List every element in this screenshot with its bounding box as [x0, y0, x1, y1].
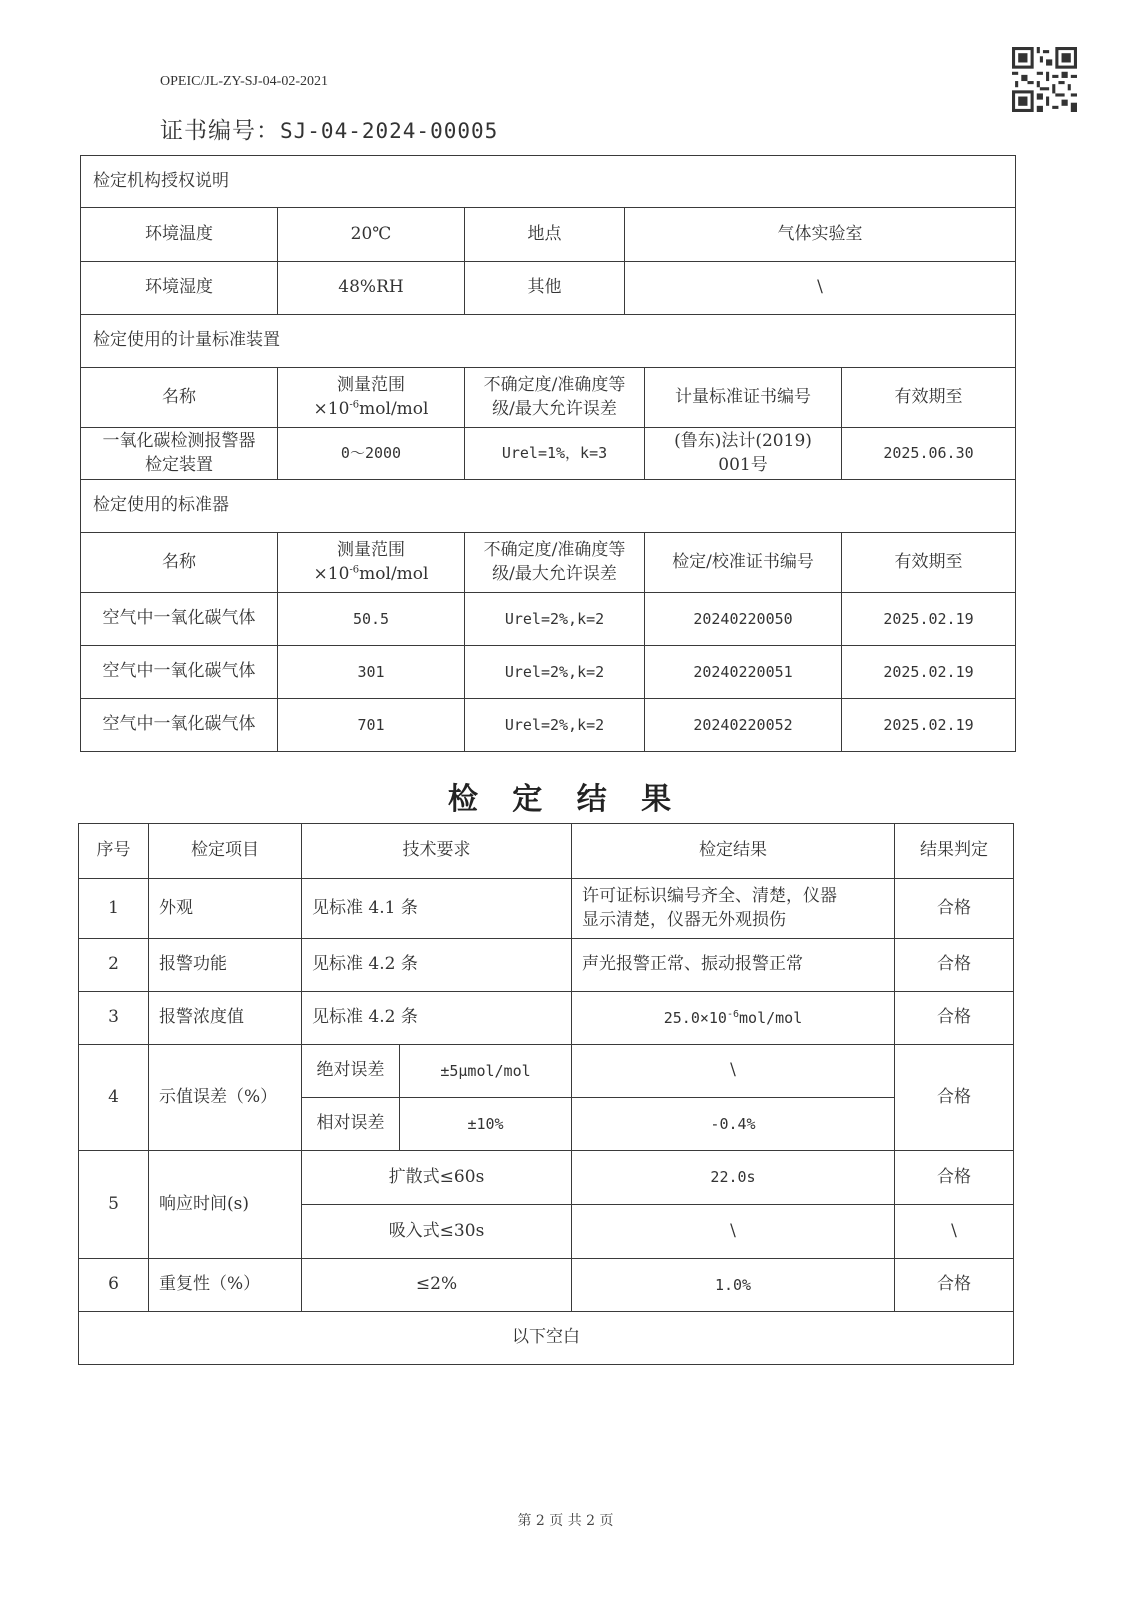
results-header-no: 序号	[79, 824, 149, 879]
humidity-value: 48%RH	[278, 262, 465, 315]
sm-name: 空气中一氧化碳气体	[81, 699, 278, 752]
row-requirement: 见标准 4.2 条	[302, 939, 572, 992]
table-row	[79, 879, 1014, 939]
table-row	[79, 992, 1014, 1045]
results-header-requirement: 技术要求	[302, 824, 572, 879]
pump-requirement: 吸入式≤30s	[302, 1205, 572, 1259]
page-number: 第 2 页 共 2 页	[517, 1513, 614, 1529]
row-judgement: 合格	[895, 879, 1014, 939]
sm-range: 50.5	[278, 593, 465, 646]
pump-judgement: \	[895, 1205, 1014, 1259]
qr-code-icon	[1012, 47, 1077, 112]
sm-range: 301	[278, 646, 465, 699]
sm-uncertainty: Urel=2%,k=2	[465, 699, 645, 752]
abs-error-result: \	[572, 1045, 895, 1098]
row-judgement: 合格	[895, 1259, 1014, 1312]
diffusion-requirement: 扩散式≤60s	[302, 1151, 572, 1205]
table-row	[79, 1045, 1014, 1098]
sd-header-valid: 有效期至	[842, 368, 1016, 428]
certificate-number-value: SJ-04-2024-00005	[280, 119, 499, 143]
results-header-result: 检定结果	[572, 824, 895, 879]
sm-uncertainty: Urel=2%,k=2	[465, 646, 645, 699]
table-row	[79, 1151, 1014, 1205]
sm-name: 空气中一氧化碳气体	[81, 646, 278, 699]
standard-device-section: 检定使用的计量标准装置	[81, 315, 1016, 368]
row-item: 响应时间(s)	[149, 1151, 302, 1259]
table-row	[79, 939, 1014, 992]
row-result: 许可证标识编号齐全、清楚，仪器 显示清楚，仪器无外观损伤	[572, 879, 895, 939]
table-row	[81, 593, 1016, 646]
standard-materials-section: 检定使用的标准器	[81, 480, 1016, 533]
row-item: 示值误差（%）	[149, 1045, 302, 1151]
row-no: 2	[79, 939, 149, 992]
rel-error-label: 相对误差	[302, 1098, 400, 1151]
other-label: 其他	[465, 262, 625, 315]
sd-name: 一氧化碳检测报警器 检定装置	[81, 428, 278, 480]
results-header-item: 检定项目	[149, 824, 302, 879]
location-label: 地点	[465, 208, 625, 262]
verification-results-table	[78, 823, 1014, 1365]
rel-error-result: -0.4%	[572, 1098, 895, 1151]
sd-header-uncertainty: 不确定度/准确度等 级/最大允许误差	[465, 368, 645, 428]
temperature-label: 环境温度	[81, 208, 278, 262]
row-no: 3	[79, 992, 149, 1045]
row-no: 4	[79, 1045, 149, 1151]
abs-error-requirement: ±5μmol/mol	[400, 1045, 572, 1098]
sm-header-cert: 检定/校准证书编号	[645, 533, 842, 593]
sm-valid-until: 2025.02.19	[842, 699, 1016, 752]
temperature-value: 20℃	[278, 208, 465, 262]
sm-header-range: 测量范围 $\times 10^{-6}mol$/mol	[278, 533, 465, 593]
row-requirement: 见标准 4.1 条	[302, 879, 572, 939]
row-item: 重复性（%）	[149, 1259, 302, 1312]
certificate-number	[160, 112, 498, 145]
row-judgement: 合格	[895, 992, 1014, 1045]
sm-header-uncertainty: 不确定度/准确度等 级/最大允许误差	[465, 533, 645, 593]
certificate-label: 证书编号：	[160, 118, 280, 144]
authorization-statement: 检定机构授权说明	[81, 156, 1016, 208]
table-row	[79, 1259, 1014, 1312]
row-result: 声光报警正常、振动报警正常	[572, 939, 895, 992]
sm-valid-until: 2025.02.19	[842, 593, 1016, 646]
sd-cert-number: (鲁东)法计(2019) 001号	[645, 428, 842, 480]
row-judgement: 合格	[895, 1045, 1014, 1151]
sm-header-name: 名称	[81, 533, 278, 593]
blank-below-note: 以下空白	[79, 1312, 1014, 1365]
rel-error-requirement: ±10%	[400, 1098, 572, 1151]
pump-result: \	[572, 1205, 895, 1259]
sd-uncertainty: Urel=1%，k=3	[465, 428, 645, 480]
sd-header-name: 名称	[81, 368, 278, 428]
sd-range: 0～2000	[278, 428, 465, 480]
row-requirement: ≤2%	[302, 1259, 572, 1312]
diffusion-judgement: 合格	[895, 1151, 1014, 1205]
results-title: 检 定 结 果	[447, 782, 684, 817]
sm-cert-number: 20240220052	[645, 699, 842, 752]
row-result: $25.0\times 10^{-6}mol$/mol	[572, 992, 895, 1045]
sm-valid-until: 2025.02.19	[842, 646, 1016, 699]
sm-name: 空气中一氧化碳气体	[81, 593, 278, 646]
diffusion-result: 22.0s	[572, 1151, 895, 1205]
sd-header-cert: 计量标准证书编号	[645, 368, 842, 428]
abs-error-label: 绝对误差	[302, 1045, 400, 1098]
verification-conditions-table	[80, 155, 1016, 752]
row-item: 报警浓度值	[149, 992, 302, 1045]
document-code: OPEIC/JL-ZY-SJ-04-02-2021	[160, 74, 328, 89]
sd-valid-until: 2025.06.30	[842, 428, 1016, 480]
other-value: \	[625, 262, 1016, 315]
location-value: 气体实验室	[625, 208, 1016, 262]
row-item: 外观	[149, 879, 302, 939]
row-item: 报警功能	[149, 939, 302, 992]
row-no: 6	[79, 1259, 149, 1312]
row-requirement: 见标准 4.2 条	[302, 992, 572, 1045]
results-header-judgement: 结果判定	[895, 824, 1014, 879]
row-judgement: 合格	[895, 939, 1014, 992]
sm-range: 701	[278, 699, 465, 752]
sm-uncertainty: Urel=2%,k=2	[465, 593, 645, 646]
sd-header-range: 测量范围 $\times 10^{-6}mol$/mol	[278, 368, 465, 428]
row-no: 5	[79, 1151, 149, 1259]
humidity-label: 环境湿度	[81, 262, 278, 315]
row-result: 1.0%	[572, 1259, 895, 1312]
sm-header-valid: 有效期至	[842, 533, 1016, 593]
sm-cert-number: 20240220050	[645, 593, 842, 646]
table-row	[81, 699, 1016, 752]
row-no: 1	[79, 879, 149, 939]
sm-cert-number: 20240220051	[645, 646, 842, 699]
table-row	[81, 646, 1016, 699]
